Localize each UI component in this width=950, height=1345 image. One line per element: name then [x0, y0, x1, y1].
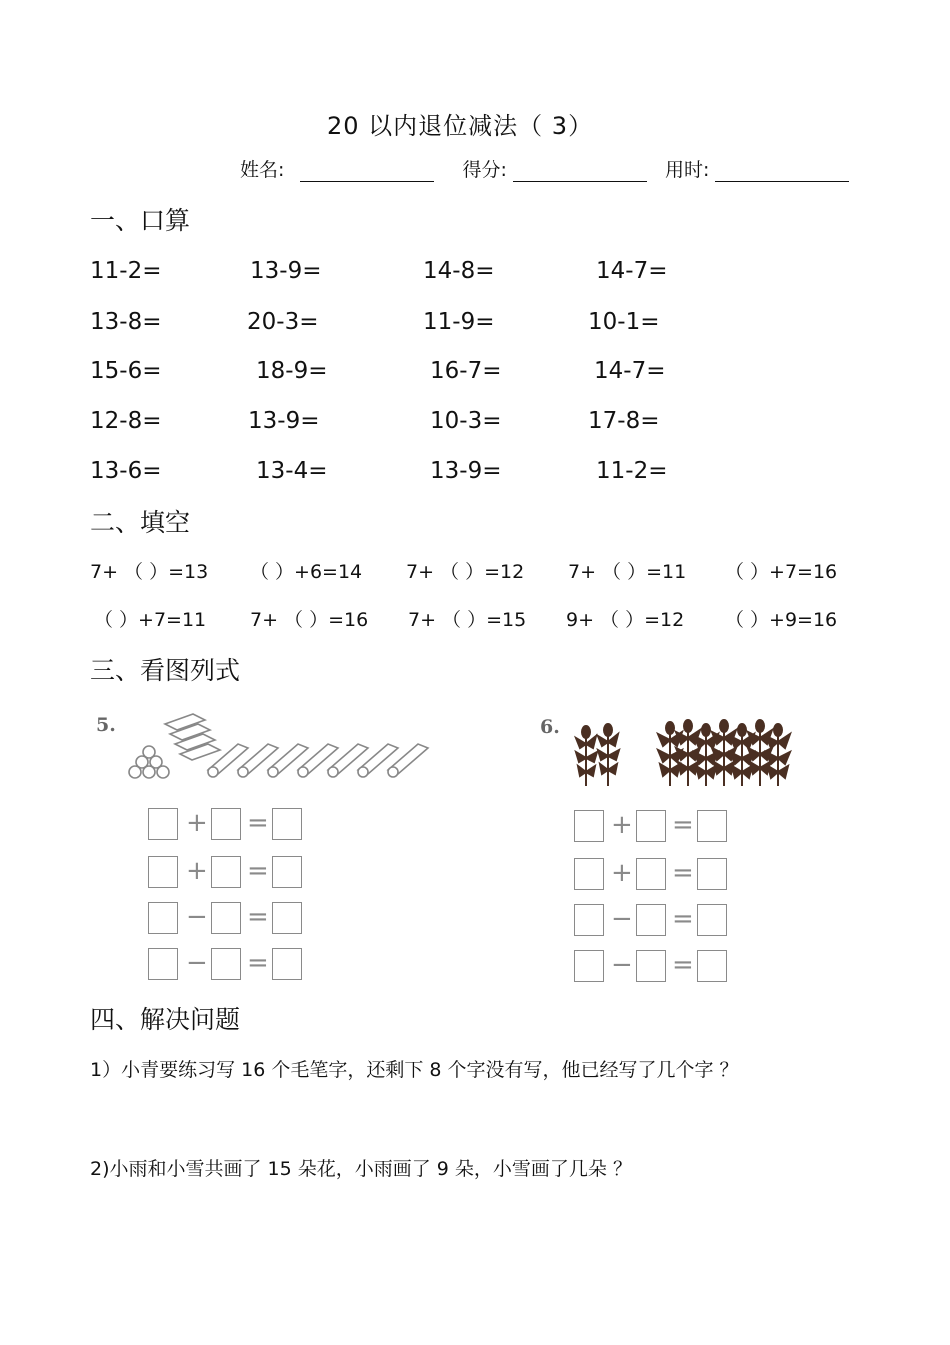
section-oral-heading: 一、口算	[90, 206, 191, 235]
time-label: 用时:	[665, 159, 710, 181]
answer-box[interactable]	[636, 858, 666, 890]
operator-equals: =	[247, 808, 269, 838]
operator-equals: =	[672, 810, 694, 840]
oral-item: 17-8=	[588, 408, 660, 434]
operator-equals: =	[247, 948, 269, 978]
page-title: 20 以内退位减法（ 3）	[327, 112, 594, 140]
word-problem-2: 2)小雨和小雪共画了 15 朵花，小雨画了 9 朵，小雪画了几朵 ？	[90, 1158, 632, 1180]
answer-box[interactable]	[636, 950, 666, 982]
answer-box[interactable]	[148, 808, 178, 840]
oral-item: 13-6=	[90, 458, 162, 484]
answer-box[interactable]	[697, 810, 727, 842]
oral-item: 13-9=	[430, 458, 502, 484]
fill-item: （ ）+7=16	[725, 561, 838, 583]
section-picture-heading: 三、看图列式	[90, 656, 241, 685]
answer-box[interactable]	[148, 856, 178, 888]
oral-item: 14-8=	[423, 258, 495, 284]
operator-minus: −	[611, 904, 633, 934]
answer-box[interactable]	[211, 856, 241, 888]
answer-box[interactable]	[211, 808, 241, 840]
fill-item: （ ）+6=14	[250, 561, 363, 583]
fill-item: （ ）+9=16	[725, 609, 838, 631]
oral-item: 13-8=	[90, 309, 162, 335]
section-fill-heading: 二、填空	[90, 508, 191, 537]
oral-item: 11-2=	[596, 458, 668, 484]
fill-item: 7+ （ ）=12	[406, 561, 525, 583]
oral-item: 10-3=	[430, 408, 502, 434]
answer-box[interactable]	[636, 810, 666, 842]
fill-item: （ ）+7=11	[94, 609, 207, 631]
figure-5-number: 5.	[96, 714, 116, 736]
operator-equals: =	[672, 904, 694, 934]
answer-box[interactable]	[574, 904, 604, 936]
operator-minus: −	[186, 902, 208, 932]
oral-item: 16-7=	[430, 358, 502, 384]
figure-6-number: 6.	[540, 716, 560, 738]
time-blank[interactable]	[715, 161, 849, 182]
answer-box[interactable]	[148, 948, 178, 980]
fill-item: 7+ （ ）=16	[250, 609, 369, 631]
oral-item: 11-2=	[90, 258, 162, 284]
answer-box[interactable]	[272, 856, 302, 888]
answer-box[interactable]	[697, 904, 727, 936]
operator-equals: =	[672, 858, 694, 888]
fill-item: 7+ （ ）=13	[90, 561, 209, 583]
answer-box[interactable]	[272, 808, 302, 840]
logs-illustration	[125, 712, 445, 780]
answer-box[interactable]	[211, 948, 241, 980]
answer-box[interactable]	[148, 902, 178, 934]
operator-equals: =	[247, 902, 269, 932]
name-label: 姓名:	[240, 159, 285, 181]
operator-equals: =	[247, 856, 269, 886]
operator-plus: +	[611, 810, 633, 840]
operator-plus: +	[186, 808, 208, 838]
operator-plus: +	[611, 858, 633, 888]
oral-item: 13-4=	[256, 458, 328, 484]
answer-box[interactable]	[636, 904, 666, 936]
operator-minus: −	[186, 948, 208, 978]
oral-item: 14-7=	[594, 358, 666, 384]
oral-item: 18-9=	[256, 358, 328, 384]
fill-item: 7+ （ ）=11	[568, 561, 687, 583]
answer-box[interactable]	[574, 858, 604, 890]
score-blank[interactable]	[513, 161, 647, 182]
operator-equals: =	[672, 950, 694, 980]
oral-item: 13-9=	[248, 408, 320, 434]
oral-item: 13-9=	[250, 258, 322, 284]
corn-plants-illustration	[568, 714, 800, 794]
name-blank[interactable]	[300, 161, 434, 182]
word-problem-1: 1）小青要练习写 16 个毛笔字，还剩下 8 个字没有写，他已经写了几个字 ？	[90, 1059, 739, 1081]
score-label: 得分:	[462, 159, 507, 181]
answer-box[interactable]	[697, 950, 727, 982]
operator-minus: −	[611, 950, 633, 980]
fill-item: 7+ （ ）=15	[408, 609, 527, 631]
oral-item: 10-1=	[588, 309, 660, 335]
oral-item: 20-3=	[247, 309, 319, 335]
answer-box[interactable]	[574, 950, 604, 982]
operator-plus: +	[186, 856, 208, 886]
answer-box[interactable]	[211, 902, 241, 934]
oral-item: 15-6=	[90, 358, 162, 384]
answer-box[interactable]	[697, 858, 727, 890]
oral-item: 12-8=	[90, 408, 162, 434]
answer-box[interactable]	[272, 948, 302, 980]
section-problem-heading: 四、解决问题	[90, 1005, 241, 1034]
info-line	[240, 155, 849, 182]
oral-item: 14-7=	[596, 258, 668, 284]
fill-item: 9+ （ ）=12	[566, 609, 685, 631]
answer-box[interactable]	[574, 810, 604, 842]
answer-box[interactable]	[272, 902, 302, 934]
oral-item: 11-9=	[423, 309, 495, 335]
